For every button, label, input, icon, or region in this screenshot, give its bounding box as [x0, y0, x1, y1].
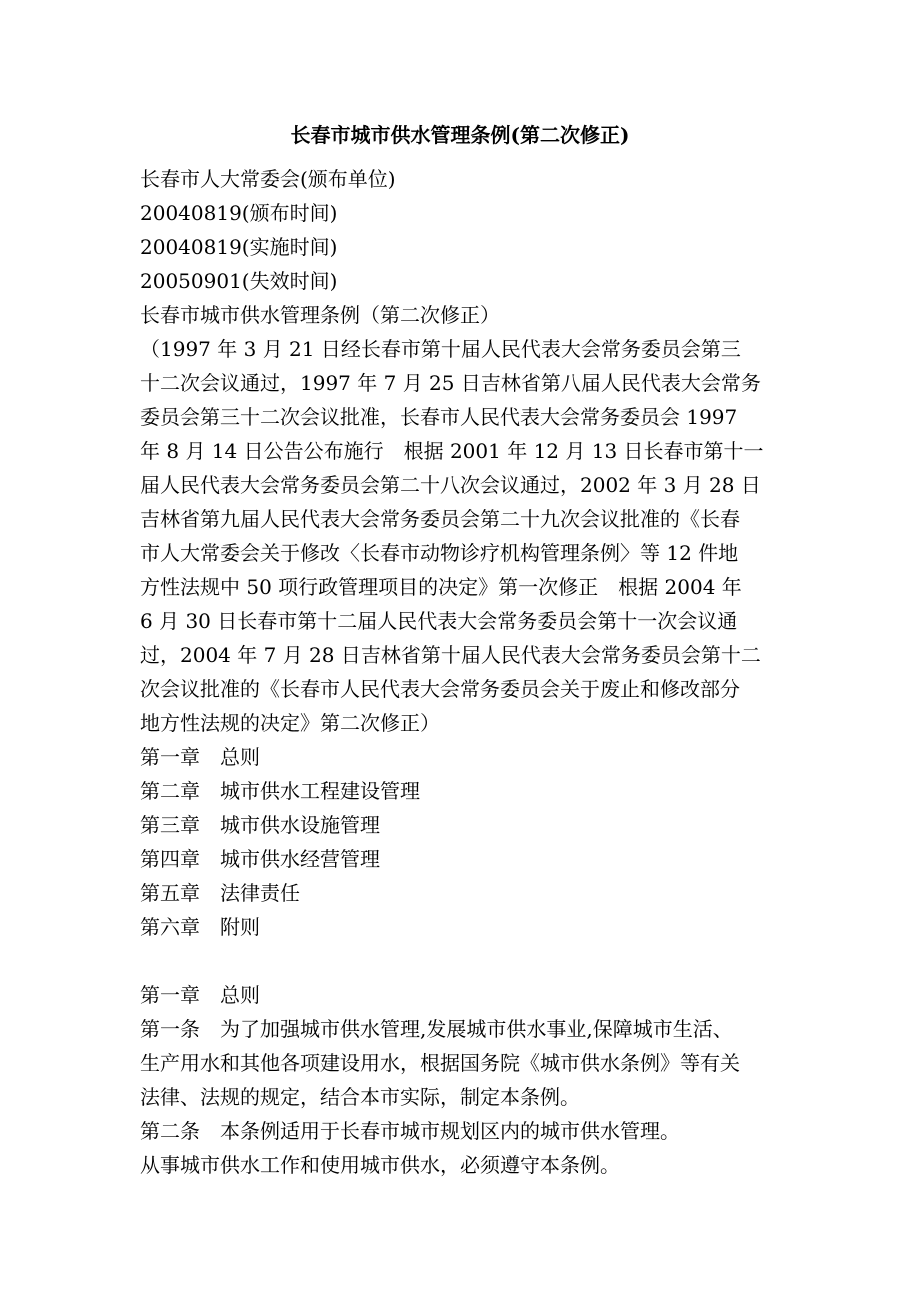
article-line: 第二条 本条例适用于长春市城市规划区内的城市供水管理。 — [140, 1119, 680, 1143]
document-title: 长春市城市供水管理条例(第二次修正) — [290, 123, 630, 147]
meta-effective-date: 20040819(实施时间) — [140, 235, 338, 259]
history-line: 市人大常委会关于修改〈长春市动物诊疗机构管理条例〉等 12 件地 — [140, 541, 739, 565]
chapter-heading: 第一章 总则 — [140, 983, 260, 1007]
article-line: 法律、法规的规定，结合本市实际，制定本条例。 — [140, 1085, 580, 1109]
history-line: 6 月 30 日长春市第十二届人民代表大会常务委员会第十一次会议通 — [140, 609, 738, 633]
history-line: 方性法规中 50 项行政管理项目的决定》第一次修正 根据 2004 年 — [140, 575, 742, 599]
meta-issue-date: 20040819(颁布时间) — [140, 201, 338, 225]
toc-item-supplementary: 第六章 附则 — [140, 915, 260, 939]
toc-item-operation: 第四章 城市供水经营管理 — [140, 847, 380, 871]
article-line: 第一条 为了加强城市供水管理,发展城市供水事业,保障城市生活、 — [140, 1017, 733, 1041]
meta-expiry-date: 20050901(失效时间) — [140, 269, 338, 293]
document-body — [140, 162, 790, 1182]
history-line: 届人民代表大会常务委员会第二十八次会议通过，2002 年 3 月 28 日 — [140, 473, 761, 497]
history-line: （1997 年 3 月 21 日经长春市第十届人民代表大会常务委员会第三 — [140, 337, 741, 361]
article-line: 生产用水和其他各项建设用水，根据国务院《城市供水条例》等有关 — [140, 1051, 740, 1075]
history-line: 十二次会议通过，1997 年 7 月 25 日吉林省第八届人民代表大会常务 — [140, 371, 761, 395]
history-line: 年 8 月 14 日公告公布施行 根据 2001 年 12 月 13 日长春市第十一 — [140, 439, 764, 463]
toc-item-liability: 第五章 法律责任 — [140, 881, 300, 905]
history-line: 委员会第三十二次会议批准，长春市人民代表大会常务委员会 1997 — [140, 405, 738, 429]
article-line: 从事城市供水工作和使用城市供水，必须遵守本条例。 — [140, 1153, 620, 1177]
meta-issuer: 长春市人大常委会(颁布单位) — [140, 167, 396, 191]
history-line: 地方性法规的决定》第二次修正） — [140, 711, 440, 735]
toc-item-facilities: 第三章 城市供水设施管理 — [140, 813, 380, 837]
toc-item-construction: 第二章 城市供水工程建设管理 — [140, 779, 420, 803]
blank-line — [140, 944, 790, 978]
history-line: 过，2004 年 7 月 28 日吉林省第十届人民代表大会常务委员会第十二 — [140, 643, 761, 667]
document-subtitle: 长春市城市供水管理条例（第二次修正） — [140, 303, 500, 327]
history-line: 次会议批准的《长春市人民代表大会常务委员会关于废止和修改部分 — [140, 677, 740, 701]
history-line: 吉林省第九届人民代表大会常务委员会第二十九次会议批准的《长春 — [140, 507, 740, 531]
toc-item-general: 第一章 总则 — [140, 745, 260, 769]
